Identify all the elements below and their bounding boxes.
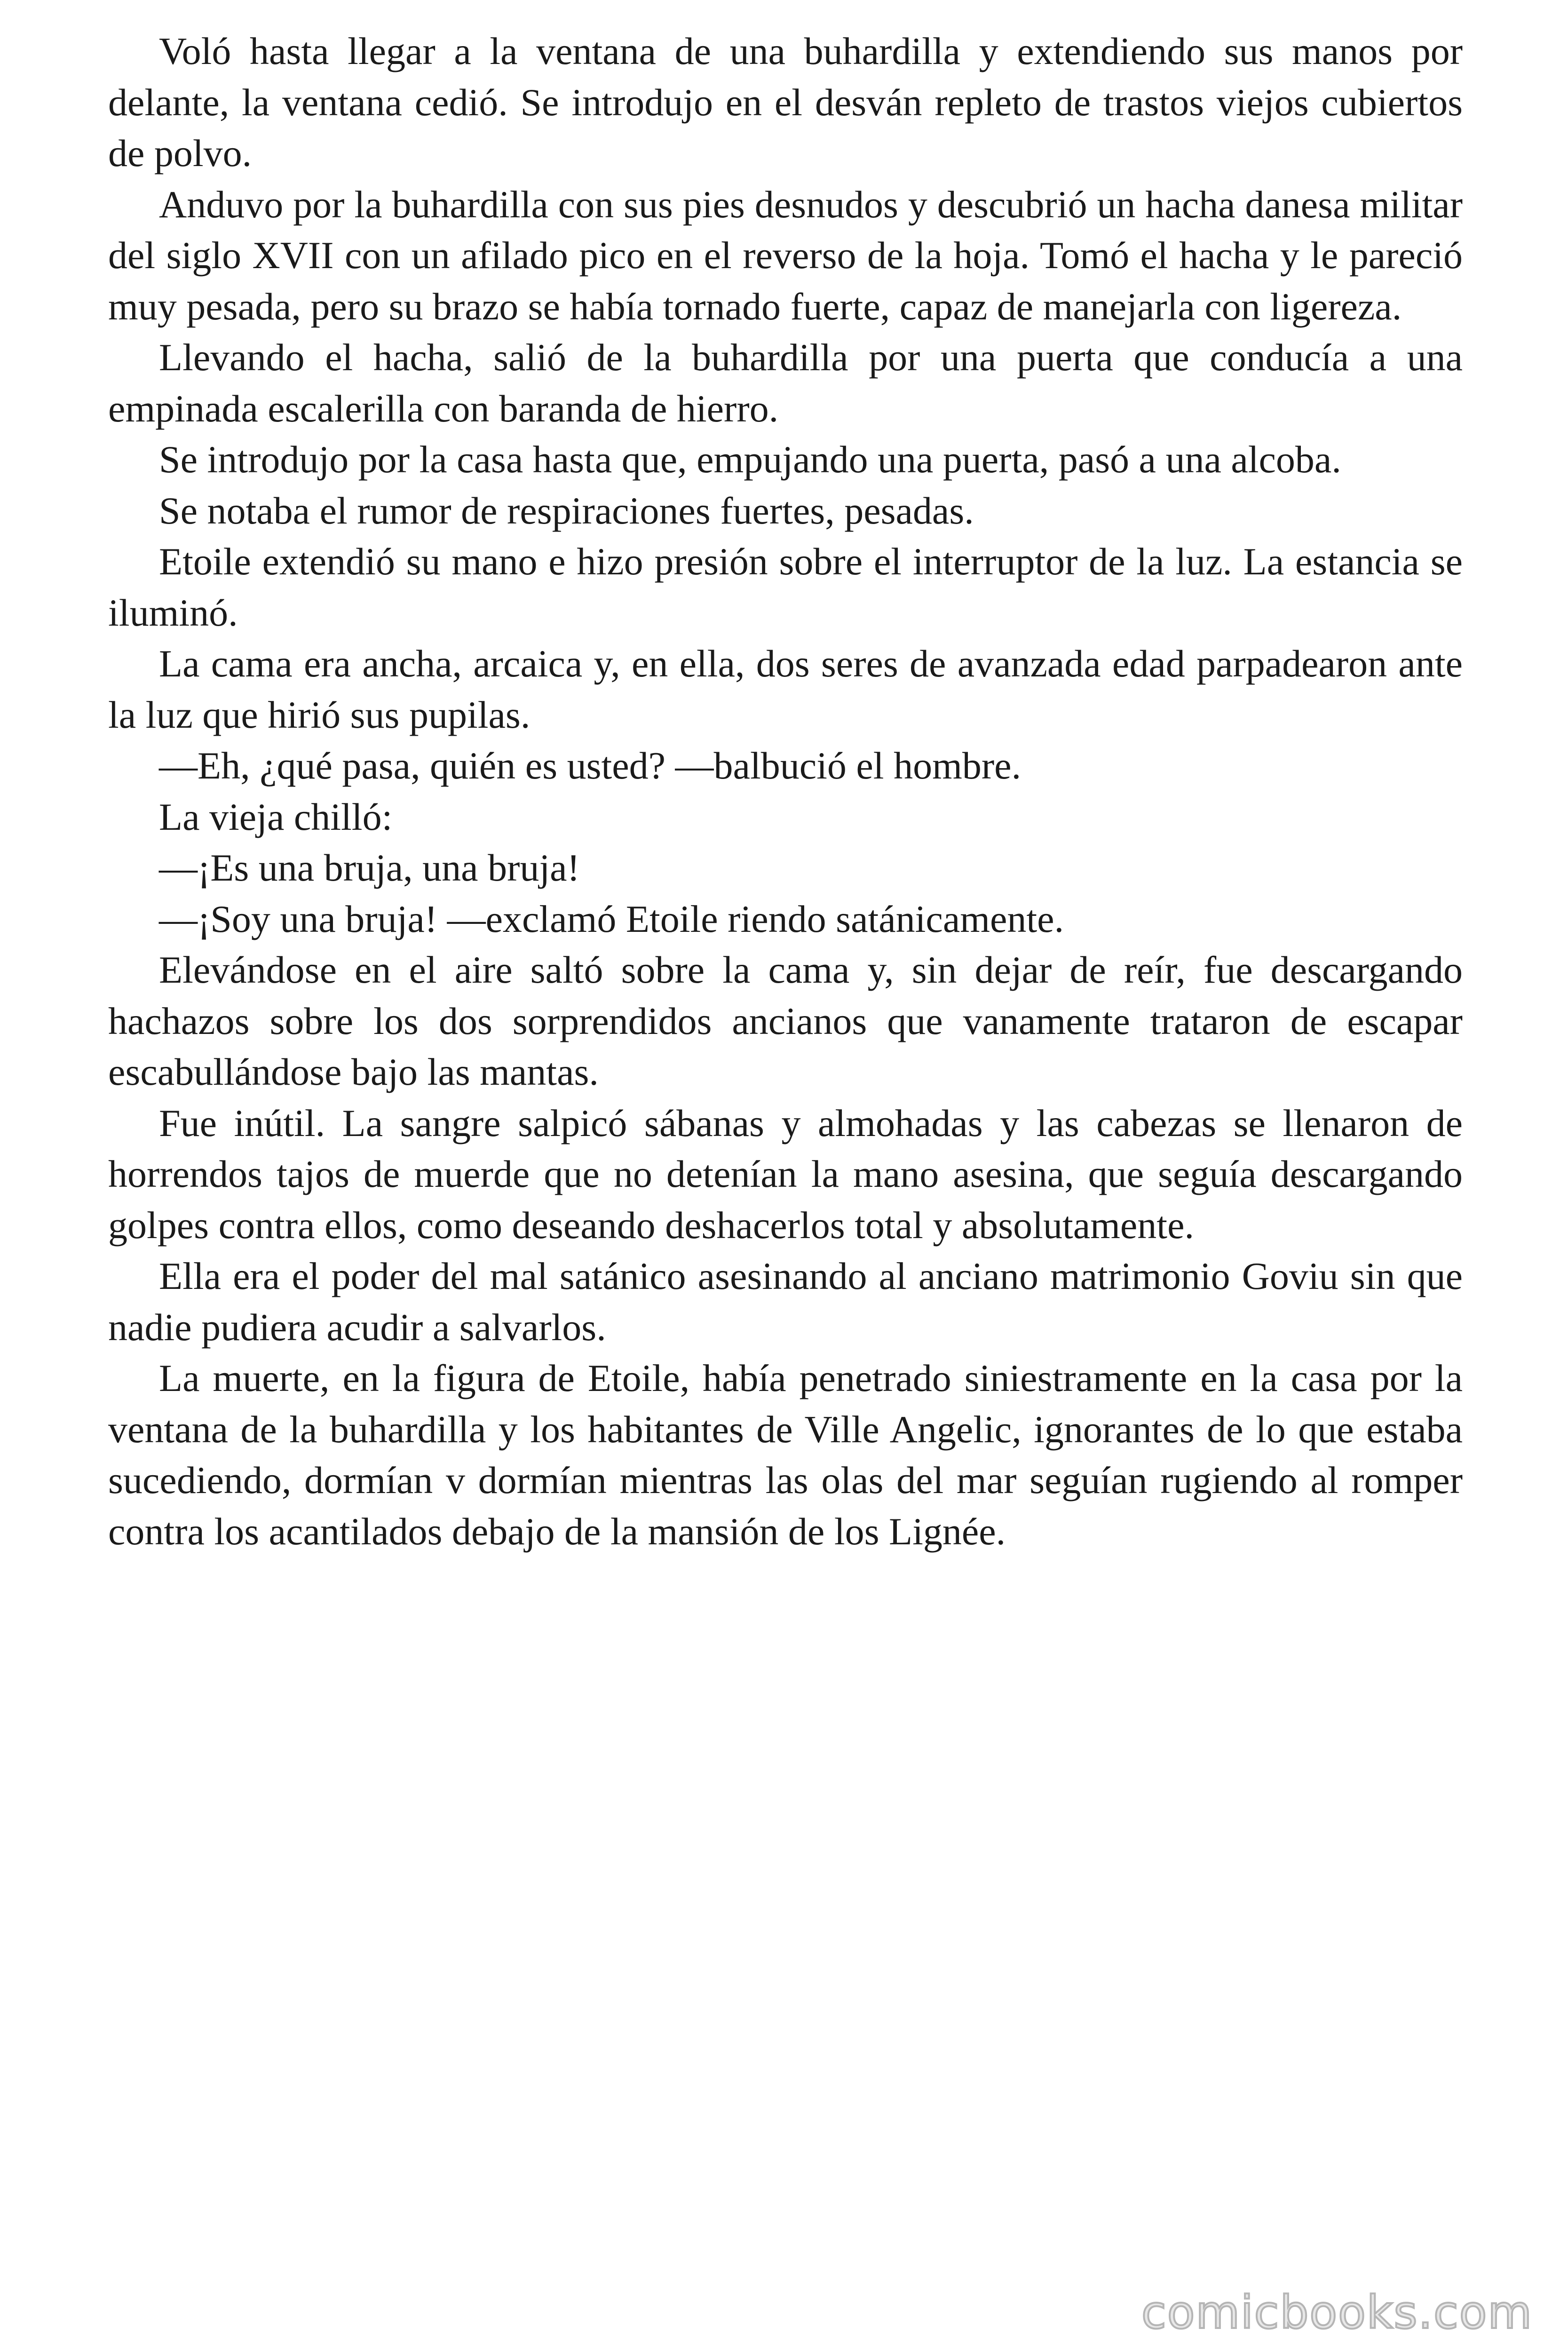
page-text bbox=[108, 26, 1463, 1557]
paragraph: Se notaba el rumor de respiraciones fuertes, pesadas. bbox=[159, 489, 974, 532]
paragraph: Voló hasta llegar a la ventana de una buhardilla y extendiendo sus manos por delante, la ventana cedió. Se introdujo en el desván repleto de trastos viejos cubiertos de polvo. bbox=[108, 30, 1463, 175]
paragraph: Llevando el hacha, salió de la buhardilla por una puerta que conducía a una empinada escalerilla con baranda de hierro. bbox=[108, 336, 1463, 430]
watermark-logo: comicbooks.com bbox=[1141, 2286, 1533, 2339]
paragraph: La cama era ancha, arcaica y, en ella, dos seres de avanzada edad parpadearon ante la luz que hirió sus pupilas. bbox=[108, 642, 1463, 736]
dialogue-line: —¡Es una bruja, una bruja! bbox=[159, 846, 580, 889]
dialogue-line: —Eh, ¿qué pasa, quién es usted? —balbució el hombre. bbox=[159, 744, 1022, 787]
paragraph: Elevándose en el aire saltó sobre la cama y, sin dejar de reír, fue descargando hachazos sobre los dos sorprendidos ancianos que vanamente trataron de escapar escabullándose bajo las mantas. bbox=[108, 948, 1463, 1093]
paragraph: Ella era el poder del mal satánico asesinando al anciano matrimonio Goviu sin que nadie pudiera acudir a salvarlos. bbox=[108, 1255, 1463, 1349]
paragraph: La vieja chilló: bbox=[159, 795, 393, 838]
paragraph: Fue inútil. La sangre salpicó sábanas y almohadas y las cabezas se llenaron de horrendos tajos de muerde que no detenían la mano asesina, que seguía descargando golpes contra ellos, como deseando deshacerlos total y absolutamente. bbox=[108, 1101, 1463, 1247]
dialogue-line: —¡Soy una bruja! —exclamó Etoile riendo satánicamente. bbox=[159, 897, 1064, 940]
paragraph: Se introdujo por la casa hasta que, empujando una puerta, pasó a una alcoba. bbox=[159, 438, 1341, 481]
paragraph: Etoile extendió su mano e hizo presión sobre el interruptor de la luz. La estancia se iluminó. bbox=[108, 540, 1463, 634]
paragraph: La muerte, en la figura de Etoile, había penetrado siniestramente en la casa por la ventana de la buhardilla y los habitantes de Ville Angelic, ignorantes de lo que estaba sucediendo, dormían v dormían mientras las olas del mar seguían rugiendo al romper contra los acantilados debajo de la mansión de los Lignée. bbox=[108, 1357, 1463, 1553]
paragraph: Anduvo por la buhardilla con sus pies desnudos y descubrió un hacha danesa militar del siglo XVII con un afilado pico en el reverso de la hoja. Tomó el hacha y le pareció muy pesada, pero su brazo se había tornado fuerte, capaz de manejarla con ligereza. bbox=[108, 183, 1463, 328]
